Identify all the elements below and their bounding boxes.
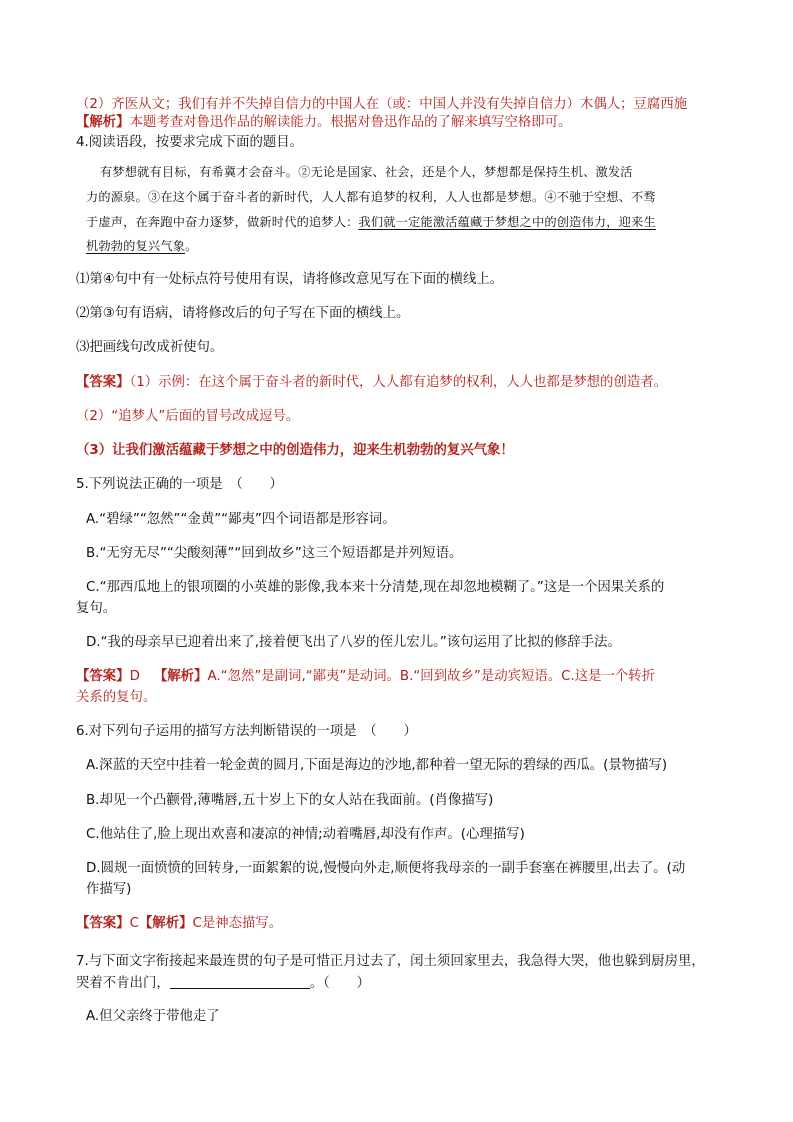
answer-tag: 【答案】 [76, 375, 130, 390]
q5-option-d: D.“我的母亲早已迎着出来了,接着便飞出了八岁的侄儿宏儿。”该句运用了比拟的修辞手法。 [86, 635, 621, 650]
analysis-tag: 【解析】 [153, 669, 208, 684]
q7-option-a: A.但父亲终于带他走了 [86, 1009, 220, 1024]
answer-letter: D [129, 669, 140, 684]
question-4-title: 4.阅读语段，按要求完成下面的题目。 [76, 135, 304, 150]
q5-analysis-line-2: 关系的复句。 [76, 690, 157, 705]
q5-option-a: A.“碧绿”“忽然”“金黄”“鄙夷”四个词语都是形容词。 [86, 512, 396, 527]
q6-option-a: A.深蓝的天空中挂着一轮金黄的圆月,下面是海边的沙地,都种着一望无际的碧绿的西瓜。(景物描写) [86, 758, 668, 773]
question-6-title: 6.对下列句子运用的描写方法判断错误的一项是 （ ） [76, 724, 417, 739]
underlined-sentence: 我们就一定能激活蕴藏于梦想之中的创造伟力，迎来生 [358, 215, 656, 229]
q4-passage-line-2: 力的源泉。③在这个属于奋斗者的新时代，人人都有追梦的权利，人人也都是梦想。④不驰于空想、不骛 [86, 190, 656, 204]
q5-option-c-line-1: C.“那西瓜地上的银项圈的小英雄的影像,我本来十分清楚,现在却忽地模糊了。”这是一个因果关系的 [86, 580, 665, 595]
q4-passage-line-4 [86, 237, 198, 255]
answer-tag: 【答案】 [76, 669, 130, 684]
q4-sub-question-1: ⑴第④句中有一处标点符号使用有误，请将修改意见写在下面的横线上。 [76, 272, 504, 287]
analysis-text: 本题考查对鲁迅作品的解读能力。根据对鲁迅作品的了解来填写空格即可。 [129, 115, 572, 130]
q6-option-d-line-2: 作描写) [86, 882, 132, 897]
q4-passage-line-3 [86, 213, 656, 231]
q5-option-c-line-2: 复句。 [76, 601, 117, 616]
analysis-tag: 【解析】 [138, 916, 193, 931]
analysis-text: C是神态描写。 [192, 916, 283, 931]
passage-text: 于虚声，在奔跑中奋力逐梦，做新时代的追梦人： [86, 215, 359, 229]
q4-answer-2: （2）“追梦人”后面的冒号改成逗号。 [76, 409, 300, 424]
q6-option-c: C.他站住了,脸上现出欢喜和凄凉的神情;动着嘴唇,却没有作声。(心理描写) [86, 827, 525, 842]
question-5-title: 5.下列说法正确的一项是 （ ） [76, 477, 283, 492]
title-start: 哭着不肯出门， [76, 976, 170, 991]
question-7-title-line-2 [76, 974, 370, 993]
q3-analysis [76, 114, 571, 132]
title-end: 。（ ） [309, 976, 370, 991]
analysis-tag: 【解析】 [76, 115, 130, 130]
fill-in-blank [170, 974, 310, 989]
passage-period: 。 [185, 239, 198, 253]
answer-letter: C [129, 916, 139, 931]
q4-sub-question-3: ⑶把画线句改成祈使句。 [76, 340, 224, 355]
q4-answer-1 [76, 374, 667, 392]
underlined-sentence-end: 机勃勃的复兴气象 [86, 239, 186, 253]
q4-passage-line-1: 有梦想就有目标，有希冀才会奋斗。②无论是国家、社会，还是个人，梦想都是保持生机、激发活 [100, 165, 633, 179]
answer-tag: 【答案】 [76, 916, 130, 931]
q5-option-b: B.“无穷无尽”“尖酸刻薄”“回到故乡”这三个短语都是并列短语。 [86, 546, 463, 561]
q5-answer [76, 668, 655, 686]
question-7-title-line-1: 7.与下面文字衔接起来最连贯的句子是可惜正月过去了，闰土须回家里去，我急得大哭，他也躲到厨房里， [76, 954, 705, 969]
q6-answer [76, 915, 282, 933]
q6-option-b: B.却见一个凸颧骨,薄嘴唇,五十岁上下的女人站在我面前。(肖像描写) [86, 793, 494, 808]
answer-text: （1）示例：在这个属于奋斗者的新时代，人人都有追梦的权利，人人也都是梦想的创造者。 [129, 375, 668, 390]
q6-option-d-line-1: D.圆规一面愤愤的回转身,一面絮絮的说,慢慢向外走,顺便将我母亲的一副手套塞在裤腰里,出去了。(动 [86, 861, 686, 876]
q3-answer-part2: （2）齐医从文；我们有并不失掉自信力的中国人在（或：中国人并没有失掉自信力）木偶人；豆腐西施 [76, 97, 688, 112]
q4-sub-question-2: ⑵第③句有语病，请将修改后的句子写在下面的横线上。 [76, 306, 410, 321]
analysis-text: A.“忽然”是副词,“鄙夷”是动词。B.“回到故乡”是动宾短语。C.这是一个转折 [207, 669, 656, 684]
q4-answer-3: （3）让我们激活蕴藏于梦想之中的创造伟力，迎来生机勃勃的复兴气象！ [76, 443, 514, 458]
